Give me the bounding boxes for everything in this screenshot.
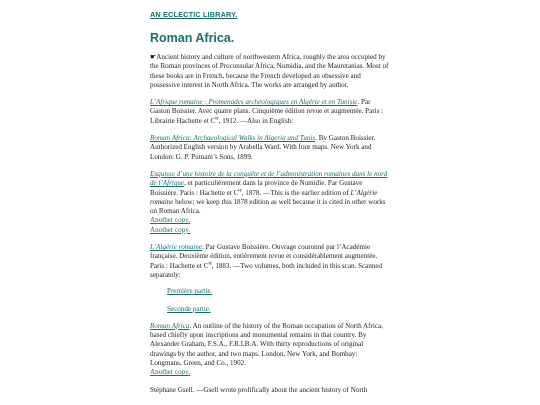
- part-link-seconde[interactable]: Seconde partie.: [167, 304, 211, 313]
- entry-superscript: ie: [208, 261, 212, 267]
- parts-list: [150, 287, 390, 314]
- entry-boissier-english: [150, 134, 390, 162]
- another-copy-link[interactable]: Another copy.: [150, 216, 191, 225]
- entry-text: , et particulièrement dans la province de Numidie. Par Gustave Boissière. Paris : Hachette et C: [150, 179, 363, 197]
- entry-paragraph: [150, 170, 390, 216]
- entry-link[interactable]: Roman Africa: Archaeological Walks in Algeria and Tunis: [150, 134, 316, 143]
- entry-link[interactable]: L’Algérie romaine: [150, 243, 203, 252]
- intro-text: Ancient history and culture of northwestern Africa, roughly the area occupied by the Roman provinces of Proconsular Africa, Numidia, and the Mauretanias. Most of these books are in French, because the French developed an obsessive and possessive interest in North Africa. The works are arranged by author.: [150, 53, 389, 89]
- entry-superscript: ie: [215, 116, 219, 122]
- entry-text: below; we keep this 1878 edition as well because it is cited in other works on Roman Africa.: [150, 197, 386, 216]
- entry-text: . Par Gustave Boissière. Ouvrage couronné par l’Académie française. Deuxième édition, entièrement revue et considérablement augmentée. Paris : Hachette et C: [150, 243, 378, 270]
- entry-text: . Par Gaston Boissier. Avec quatre plans. Cinquième édition revue et augmentée. Paris : Librairie Hachette et C: [150, 98, 384, 125]
- entry-italic-title: L’Algérie romaine: [150, 188, 378, 206]
- entry-text: , 1912. —Also in English:: [218, 116, 294, 125]
- another-copy-link[interactable]: Another copy.: [150, 368, 191, 377]
- entry-link[interactable]: Roman Africa: [150, 321, 190, 330]
- entry-paragraph: [150, 322, 390, 368]
- entry-text: , 1878. —This is the earlier edition of: [241, 188, 351, 197]
- entry-boissiere-algerie: [150, 243, 390, 314]
- page-title: Roman Africa.: [150, 31, 235, 45]
- entry-text: , 1883. —Two volumes, both included in this scan. Scanned separately:: [150, 261, 383, 279]
- entry-text: . By Gaston Boissier. Authorized English version by Arabella Ward. With four maps. New York and London: G. P. Putnam’s Sons, 1899.: [150, 134, 376, 161]
- entry-boissiere-esquisse: [150, 170, 390, 235]
- site-home-link[interactable]: AN ECLECTIC LIBRARY.: [150, 10, 238, 19]
- pointing-hand-icon: ☛: [150, 53, 157, 61]
- main-content: [150, 10, 390, 395]
- entry-paragraph: [150, 243, 390, 280]
- entry-boissier-afrique: [150, 98, 390, 126]
- another-copy-link[interactable]: Another copy.: [150, 225, 191, 234]
- entry-superscript: ie: [238, 188, 242, 194]
- entry-link[interactable]: L’Afrique romaine : Promenades archéologiques en Algérie et en Tunisie: [150, 98, 358, 107]
- entry-text: . An outline of the history of the Roman occupation of North Africa, based chiefly upon inscriptions and monumental remains in that country. By Alexander Graham, F.S.A., F.R.I.B.A. With thirty reproductions of original drawings by the author, and two maps. London, New York, and Bombay: Longmans, Green, and Co., 1902.: [150, 321, 383, 368]
- entry-gsell: Stéphane Gsell. —Gsell wrote prolifically about the ancient history of North: [150, 385, 368, 394]
- entry-link[interactable]: Esquisse d’une histoire de la conquête et de l’administration romaines dans le nord de l’Afrique: [150, 169, 388, 188]
- entry-graham-roman-africa: [150, 322, 390, 378]
- intro-paragraph: [150, 53, 390, 90]
- part-link-premiere[interactable]: Première partie.: [167, 287, 213, 296]
